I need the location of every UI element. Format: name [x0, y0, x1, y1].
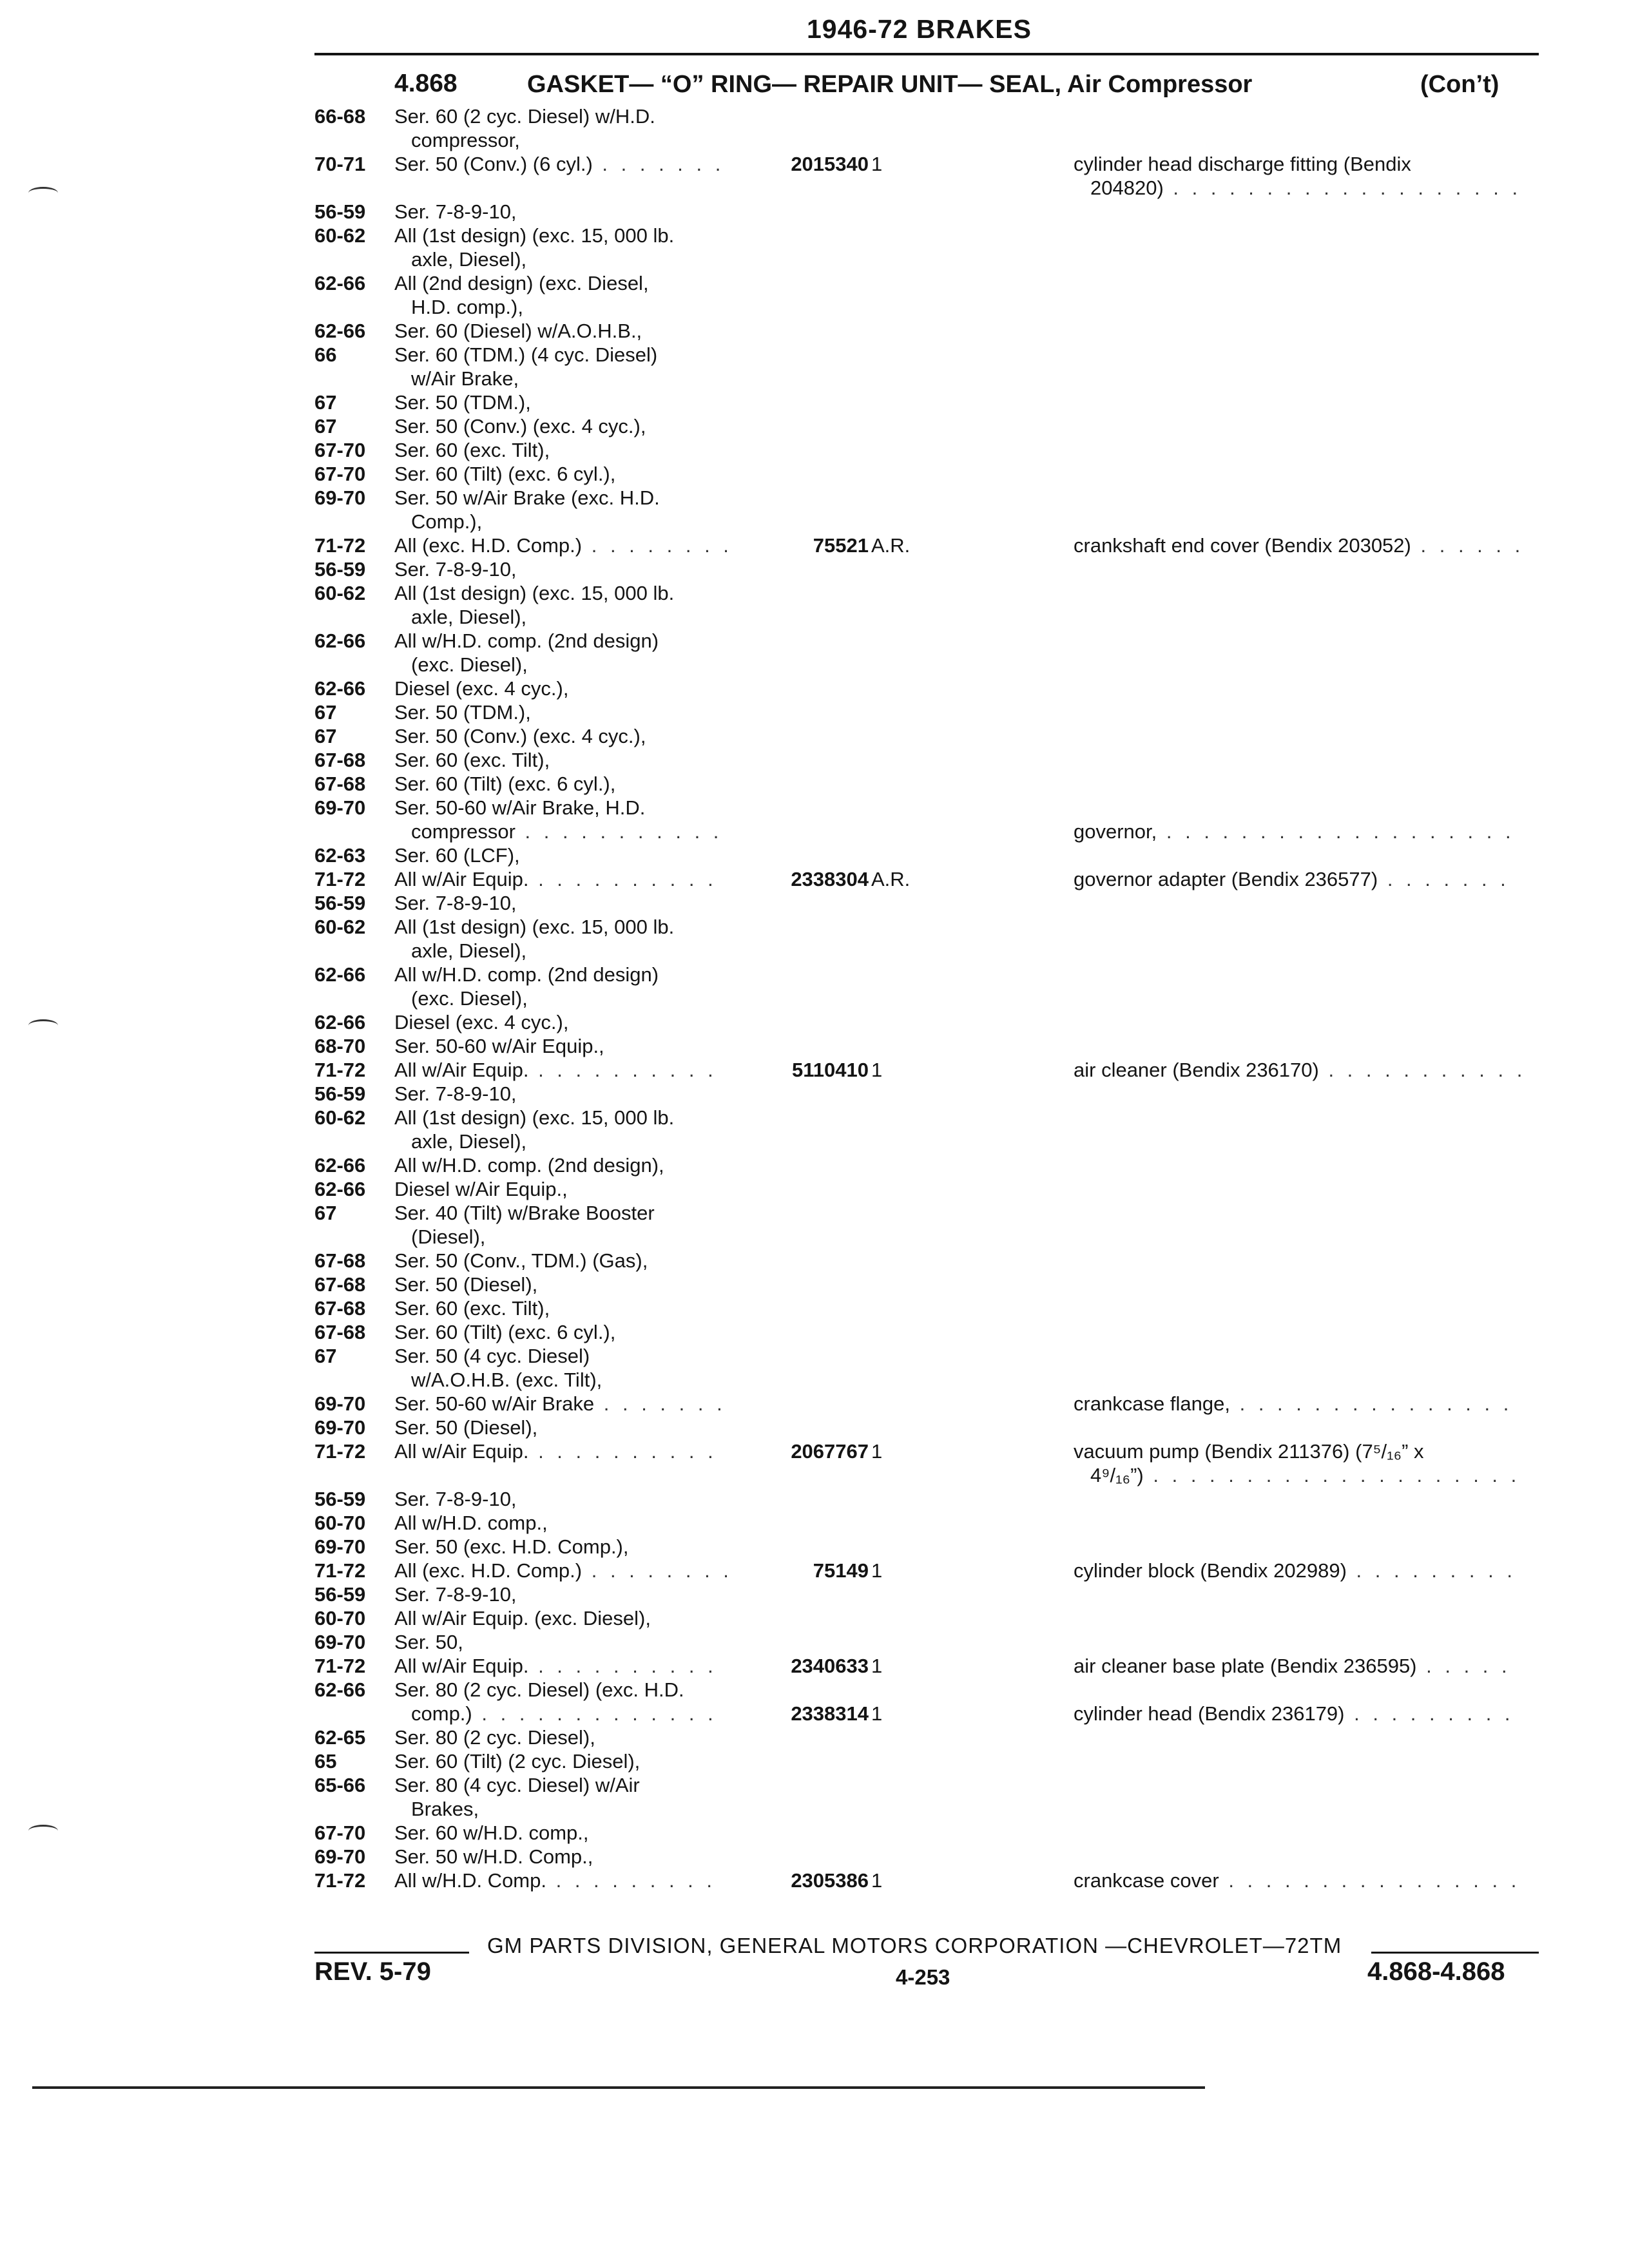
section-number: 4.868	[394, 70, 458, 97]
application: All w/H.D. comp. (2nd design)	[394, 963, 659, 986]
application: All w/H.D. Comp. . . . . . . . . .	[394, 1869, 717, 1892]
dot-leader: . . . . . . . . . . . . . . . . . . .	[1163, 177, 1522, 199]
model-years: 67	[314, 1345, 337, 1367]
parts-row	[0, 796, 1629, 820]
model-years: 62-63	[314, 844, 366, 867]
application: compressor,	[411, 129, 520, 151]
application: All (2nd design) (exc. Diesel,	[394, 272, 649, 294]
application: All (1st design) (exc. 15, 000 lb.	[394, 582, 675, 604]
application: (exc. Diesel),	[411, 653, 528, 676]
parts-row	[0, 1654, 1629, 1678]
description: governor, . . . . . . . . . . . . . . . . . . .	[1074, 820, 1515, 843]
dot-leader: . . . . . . . . .	[546, 1869, 717, 1892]
parts-row	[0, 700, 1629, 724]
quantity: 1	[871, 1869, 883, 1892]
dot-leader: . . . . . . .	[594, 1392, 726, 1415]
model-years: 62-66	[314, 1154, 366, 1177]
parts-row	[0, 1606, 1629, 1630]
parts-row	[0, 1439, 1629, 1463]
margin-mark	[28, 187, 58, 199]
header-rule	[314, 53, 1539, 55]
model-years: 66	[314, 343, 337, 366]
parts-row	[0, 343, 1629, 367]
parts-row	[0, 1463, 1629, 1487]
application: w/A.O.H.B. (exc. Tilt),	[411, 1369, 602, 1391]
parts-row	[0, 1225, 1629, 1249]
model-years: 69-70	[314, 796, 366, 819]
description: cylinder head (Bendix 236179) . . . . . . . . .	[1074, 1702, 1514, 1725]
parts-row	[0, 1535, 1629, 1559]
dot-leader: . . . . . . . .	[582, 534, 733, 557]
description: cylinder head discharge fitting (Bendix	[1074, 153, 1411, 175]
dot-leader: . . . . . . .	[1378, 868, 1510, 890]
parts-row	[0, 1725, 1629, 1749]
parts-row	[0, 653, 1629, 677]
parts-row	[0, 462, 1629, 486]
model-years: 60-62	[314, 916, 366, 938]
dot-leader: . . . . . . . . . . . . . . . . . . .	[1157, 820, 1515, 843]
application: Ser. 7-8-9-10,	[394, 1488, 517, 1510]
dot-leader: . . . . . . . . . . .	[515, 820, 723, 843]
model-years: 66-68	[314, 105, 366, 128]
model-years: 67	[314, 725, 337, 747]
parts-row	[0, 1177, 1629, 1201]
application: Ser. 50-60 w/Air Brake . . . . . . .	[394, 1392, 726, 1415]
dot-leader: . . . . . .	[1411, 534, 1525, 557]
parts-row	[0, 200, 1629, 224]
application: Diesel (exc. 4 cyc.),	[394, 1011, 569, 1033]
parts-row	[0, 438, 1629, 462]
application: Ser. 7-8-9-10,	[394, 892, 517, 914]
section-continued: (Con’t)	[1420, 71, 1499, 98]
parts-row	[0, 629, 1629, 653]
application: Ser. 50 w/Air Brake (exc. H.D.	[394, 486, 660, 509]
model-years: 60-62	[314, 582, 366, 604]
application: Ser. 60 (Diesel) w/A.O.H.B.,	[394, 320, 642, 342]
parts-row	[0, 724, 1629, 748]
model-years: 71-72	[314, 1655, 366, 1677]
model-years: 62-66	[314, 629, 366, 652]
application: Ser. 50-60 w/Air Equip.,	[394, 1035, 604, 1057]
model-years: 71-72	[314, 1869, 366, 1892]
application: All (exc. H.D. Comp.) . . . . . . . .	[394, 1559, 733, 1582]
application: All w/H.D. comp. (2nd design)	[394, 629, 659, 652]
model-years: 67-68	[314, 1249, 366, 1272]
part-number: 75149	[813, 1559, 869, 1582]
application: Ser. 60 (TDM.) (4 cyc. Diesel)	[394, 343, 658, 366]
application: Ser. 50 (Conv.) (exc. 4 cyc.),	[394, 725, 646, 747]
application: (exc. Diesel),	[411, 987, 528, 1010]
parts-row	[0, 1630, 1629, 1654]
application: All (1st design) (exc. 15, 000 lb.	[394, 916, 675, 938]
parts-row	[0, 1678, 1629, 1702]
application: Ser. 60 (exc. Tilt),	[394, 439, 550, 461]
model-years: 62-65	[314, 1726, 366, 1749]
application: Ser. 50 (exc. H.D. Comp.),	[394, 1535, 629, 1558]
application: All (1st design) (exc. 15, 000 lb.	[394, 224, 675, 247]
application: All w/H.D. comp.,	[394, 1512, 548, 1534]
description: crankcase flange, . . . . . . . . . . . . . . .	[1074, 1392, 1513, 1415]
application: Ser. 50,	[394, 1631, 463, 1653]
dot-leader: . . . . . . . . . . . . . . . . . . . .	[1143, 1464, 1521, 1486]
model-years: 67-68	[314, 1273, 366, 1296]
parts-row	[0, 128, 1629, 152]
model-years: 67-68	[314, 773, 366, 795]
application: Diesel w/Air Equip.,	[394, 1178, 568, 1200]
parts-row	[0, 1869, 1629, 1892]
application: All w/Air Equip. (exc. Diesel),	[394, 1607, 651, 1629]
application: Ser. 80 (4 cyc. Diesel) w/Air	[394, 1774, 640, 1796]
dot-leader: . . . . . . . . . .	[528, 868, 717, 890]
parts-row	[0, 915, 1629, 939]
model-years: 69-70	[314, 486, 366, 509]
parts-row	[0, 104, 1629, 128]
model-years: 67-68	[314, 1297, 366, 1320]
model-years: 68-70	[314, 1035, 366, 1057]
page-title: 1946-72 BRAKES	[807, 14, 1032, 44]
application: Ser. 50 w/H.D. Comp.,	[394, 1845, 593, 1868]
dot-leader: . . . . . . . . .	[1346, 1559, 1516, 1582]
application: Ser. 40 (Tilt) w/Brake Booster	[394, 1202, 655, 1224]
parts-row	[0, 1797, 1629, 1821]
parts-row	[0, 939, 1629, 963]
parts-row	[0, 1082, 1629, 1106]
parts-row	[0, 224, 1629, 247]
parts-row	[0, 176, 1629, 200]
parts-row	[0, 557, 1629, 581]
application: compressor . . . . . . . . . . .	[411, 820, 723, 843]
model-years: 67	[314, 391, 337, 414]
parts-row	[0, 1129, 1629, 1153]
parts-row	[0, 1010, 1629, 1034]
application: Ser. 60 (Tilt) (exc. 6 cyl.),	[394, 773, 616, 795]
quantity: 1	[871, 1655, 883, 1677]
parts-row	[0, 1249, 1629, 1273]
parts-row	[0, 772, 1629, 796]
parts-row	[0, 1511, 1629, 1535]
dot-leader: . . . . . . . . . . . . .	[472, 1702, 717, 1725]
dot-leader: . . . . . . . . . .	[528, 1059, 717, 1081]
application: Ser. 60 (exc. Tilt),	[394, 749, 550, 771]
parts-row	[0, 414, 1629, 438]
parts-row	[0, 1320, 1629, 1344]
model-years: 65-66	[314, 1774, 366, 1796]
parts-row	[0, 605, 1629, 629]
model-years: 56-59	[314, 1583, 366, 1606]
application: Ser. 60 (LCF),	[394, 844, 520, 867]
section-title: GASKET— “O” RING— REPAIR UNIT— SEAL, Air Compressor	[527, 71, 1253, 98]
model-years: 67	[314, 1202, 337, 1224]
parts-row	[0, 1273, 1629, 1296]
model-years: 70-71	[314, 153, 366, 175]
application: axle, Diesel),	[411, 606, 527, 628]
model-years: 62-66	[314, 963, 366, 986]
application: Ser. 50 (TDM.),	[394, 701, 531, 724]
parts-row	[0, 390, 1629, 414]
quantity: 1	[871, 1559, 883, 1582]
parts-row	[0, 1058, 1629, 1082]
parts-row	[0, 1416, 1629, 1439]
part-number: 2067767	[791, 1440, 869, 1463]
parts-row	[0, 247, 1629, 271]
application: Ser. 60 (Tilt) (exc. 6 cyl.),	[394, 463, 616, 485]
description: 204820) . . . . . . . . . . . . . . . . . . .	[1090, 177, 1522, 199]
application: Ser. 50-60 w/Air Brake, H.D.	[394, 796, 646, 819]
application: All w/Air Equip. . . . . . . . . . .	[394, 1440, 717, 1463]
application: Ser. 7-8-9-10,	[394, 1583, 517, 1606]
application: axle, Diesel),	[411, 1130, 527, 1153]
parts-row	[0, 867, 1629, 891]
parts-row	[0, 1392, 1629, 1416]
model-years: 67-70	[314, 439, 366, 461]
model-years: 69-70	[314, 1631, 366, 1653]
margin-mark	[28, 1825, 58, 1837]
page-number: 4-253	[896, 1965, 950, 1989]
part-number: 2338304	[791, 868, 869, 890]
application: comp.) . . . . . . . . . . . . .	[411, 1702, 717, 1725]
application: All w/Air Equip. . . . . . . . . . .	[394, 1655, 717, 1677]
parts-row	[0, 1773, 1629, 1797]
application: H.D. comp.),	[411, 296, 523, 318]
application: Ser. 50 (4 cyc. Diesel)	[394, 1345, 590, 1367]
parts-row	[0, 1702, 1629, 1725]
footer-rule-right	[1371, 1952, 1539, 1954]
dot-leader: . . . . . . . . . .	[528, 1655, 717, 1677]
quantity: 1	[871, 1059, 883, 1081]
application: w/Air Brake,	[411, 367, 519, 390]
application: All w/Air Equip. . . . . . . . . . .	[394, 1059, 717, 1081]
description: vacuum pump (Bendix 211376) (7⁵/₁₆” x	[1074, 1440, 1424, 1463]
parts-row	[0, 843, 1629, 867]
parts-list	[0, 104, 1629, 1892]
application: (Diesel),	[411, 1225, 486, 1248]
quantity: 1	[871, 153, 883, 175]
parts-row	[0, 748, 1629, 772]
parts-row	[0, 1487, 1629, 1511]
parts-row	[0, 963, 1629, 986]
model-years: 69-70	[314, 1845, 366, 1868]
parts-row	[0, 1582, 1629, 1606]
parts-row	[0, 1201, 1629, 1225]
parts-row	[0, 486, 1629, 510]
part-number: 75521	[813, 534, 869, 557]
parts-row	[0, 319, 1629, 343]
model-years: 62-66	[314, 320, 366, 342]
model-years: 69-70	[314, 1535, 366, 1558]
dot-leader: . . . . . . . . . .	[528, 1440, 717, 1463]
dot-leader: . . . . . . .	[592, 153, 725, 175]
parts-row	[0, 581, 1629, 605]
parts-row	[0, 820, 1629, 843]
application: Ser. 80 (2 cyc. Diesel) (exc. H.D.	[394, 1678, 684, 1701]
application: Ser. 60 w/H.D. comp.,	[394, 1821, 589, 1844]
application: Ser. 50 (Diesel),	[394, 1273, 538, 1296]
model-years: 60-70	[314, 1512, 366, 1534]
description: cylinder block (Bendix 202989) . . . . . . . . .	[1074, 1559, 1516, 1582]
part-number: 2305386	[791, 1869, 869, 1892]
model-years: 69-70	[314, 1416, 366, 1439]
description: crankshaft end cover (Bendix 203052) . . . . . .	[1074, 534, 1525, 557]
model-years: 71-72	[314, 1059, 366, 1081]
application: Ser. 60 (Tilt) (exc. 6 cyl.),	[394, 1321, 616, 1343]
section-range: 4.868-4.868	[1367, 1957, 1505, 1986]
part-number: 2338314	[791, 1702, 869, 1725]
application: Ser. 7-8-9-10,	[394, 200, 517, 223]
model-years: 56-59	[314, 200, 366, 223]
dot-leader: . . . . . . . .	[582, 1559, 733, 1582]
dot-leader: . . . . . . . . .	[1344, 1702, 1514, 1725]
quantity: 1	[871, 1440, 883, 1463]
model-years: 67-70	[314, 1821, 366, 1844]
scan-artifact-line	[32, 2086, 1205, 2089]
model-years: 65	[314, 1750, 337, 1773]
part-number: 2015340	[791, 153, 869, 175]
model-years: 71-72	[314, 534, 366, 557]
quantity: A.R.	[871, 534, 911, 557]
parts-row	[0, 295, 1629, 319]
model-years: 60-62	[314, 224, 366, 247]
application: Ser. 50 (TDM.),	[394, 391, 531, 414]
application: Ser. 7-8-9-10,	[394, 558, 517, 581]
application: axle, Diesel),	[411, 939, 527, 962]
description: air cleaner (Bendix 236170) . . . . . . . . . . .	[1074, 1059, 1527, 1081]
quantity: A.R.	[871, 868, 911, 890]
footer-corporation: GM PARTS DIVISION, GENERAL MOTORS CORPORATION —CHEVROLET—72TM	[487, 1934, 1342, 1957]
model-years: 56-59	[314, 1082, 366, 1105]
revision-label: REV. 5-79	[314, 1957, 431, 1986]
model-years: 67	[314, 415, 337, 437]
dot-leader: . . . . . . . . . . .	[1318, 1059, 1527, 1081]
application: Ser. 60 (Tilt) (2 cyc. Diesel),	[394, 1750, 641, 1773]
application: All (1st design) (exc. 15, 000 lb.	[394, 1106, 675, 1129]
application: Ser. 50 (Diesel),	[394, 1416, 538, 1439]
application: Brakes,	[411, 1798, 479, 1820]
model-years: 62-66	[314, 677, 366, 700]
application: axle, Diesel),	[411, 248, 527, 271]
application: Ser. 60 (exc. Tilt),	[394, 1297, 550, 1320]
parts-row	[0, 152, 1629, 176]
part-number: 5110410	[792, 1059, 869, 1081]
model-years: 56-59	[314, 558, 366, 581]
application: Ser. 80 (2 cyc. Diesel),	[394, 1726, 595, 1749]
parts-row	[0, 1821, 1629, 1845]
parts-row	[0, 1845, 1629, 1869]
description: crankcase cover . . . . . . . . . . . . . . . .	[1074, 1869, 1521, 1892]
model-years: 69-70	[314, 1392, 366, 1415]
model-years: 67-68	[314, 1321, 366, 1343]
model-years: 67-68	[314, 749, 366, 771]
description: governor adapter (Bendix 236577) . . . . . . .	[1074, 868, 1510, 890]
application: Diesel (exc. 4 cyc.),	[394, 677, 569, 700]
application: Ser. 60 (2 cyc. Diesel) w/H.D.	[394, 105, 655, 128]
model-years: 62-66	[314, 1011, 366, 1033]
dot-leader: . . . . . . . . . . . . . . .	[1229, 1392, 1513, 1415]
application: All w/Air Equip. . . . . . . . . . .	[394, 868, 717, 890]
parts-row	[0, 1559, 1629, 1582]
parts-row	[0, 1344, 1629, 1368]
parts-row	[0, 1368, 1629, 1392]
parts-row	[0, 510, 1629, 533]
model-years: 56-59	[314, 892, 366, 914]
parts-row	[0, 986, 1629, 1010]
description: 4⁹/₁₆”) . . . . . . . . . . . . . . . . . . . .	[1090, 1464, 1521, 1486]
parts-row	[0, 1749, 1629, 1773]
application: Comp.),	[411, 510, 483, 533]
dot-leader: . . . . .	[1416, 1655, 1511, 1677]
quantity: 1	[871, 1702, 883, 1725]
model-years: 71-72	[314, 1440, 366, 1463]
parts-row	[0, 891, 1629, 915]
application: Ser. 50 (Conv., TDM.) (Gas),	[394, 1249, 648, 1272]
model-years: 67-70	[314, 463, 366, 485]
application: All (exc. H.D. Comp.) . . . . . . . .	[394, 534, 733, 557]
model-years: 62-66	[314, 1178, 366, 1200]
application: Ser. 50 (Conv.) (exc. 4 cyc.),	[394, 415, 646, 437]
parts-row	[0, 1153, 1629, 1177]
dot-leader: . . . . . . . . . . . . . . . .	[1219, 1869, 1521, 1892]
model-years: 71-72	[314, 1559, 366, 1582]
model-years: 60-62	[314, 1106, 366, 1129]
application: Ser. 7-8-9-10,	[394, 1082, 517, 1105]
model-years: 67	[314, 701, 337, 724]
parts-row	[0, 677, 1629, 700]
parts-row	[0, 1034, 1629, 1058]
parts-row	[0, 367, 1629, 390]
margin-mark	[28, 1019, 58, 1032]
description: air cleaner base plate (Bendix 236595) . . . . .	[1074, 1655, 1511, 1677]
application: Ser. 50 (Conv.) (6 cyl.) . . . . . . .	[394, 153, 725, 175]
parts-row	[0, 1296, 1629, 1320]
part-number: 2340633	[791, 1655, 869, 1677]
application: All w/H.D. comp. (2nd design),	[394, 1154, 664, 1177]
model-years: 62-66	[314, 1678, 366, 1701]
footer-rule-left	[314, 1952, 469, 1954]
model-years: 60-70	[314, 1607, 366, 1629]
model-years: 62-66	[314, 272, 366, 294]
model-years: 71-72	[314, 868, 366, 890]
parts-row	[0, 533, 1629, 557]
parts-row	[0, 271, 1629, 295]
parts-row	[0, 1106, 1629, 1129]
model-years: 56-59	[314, 1488, 366, 1510]
